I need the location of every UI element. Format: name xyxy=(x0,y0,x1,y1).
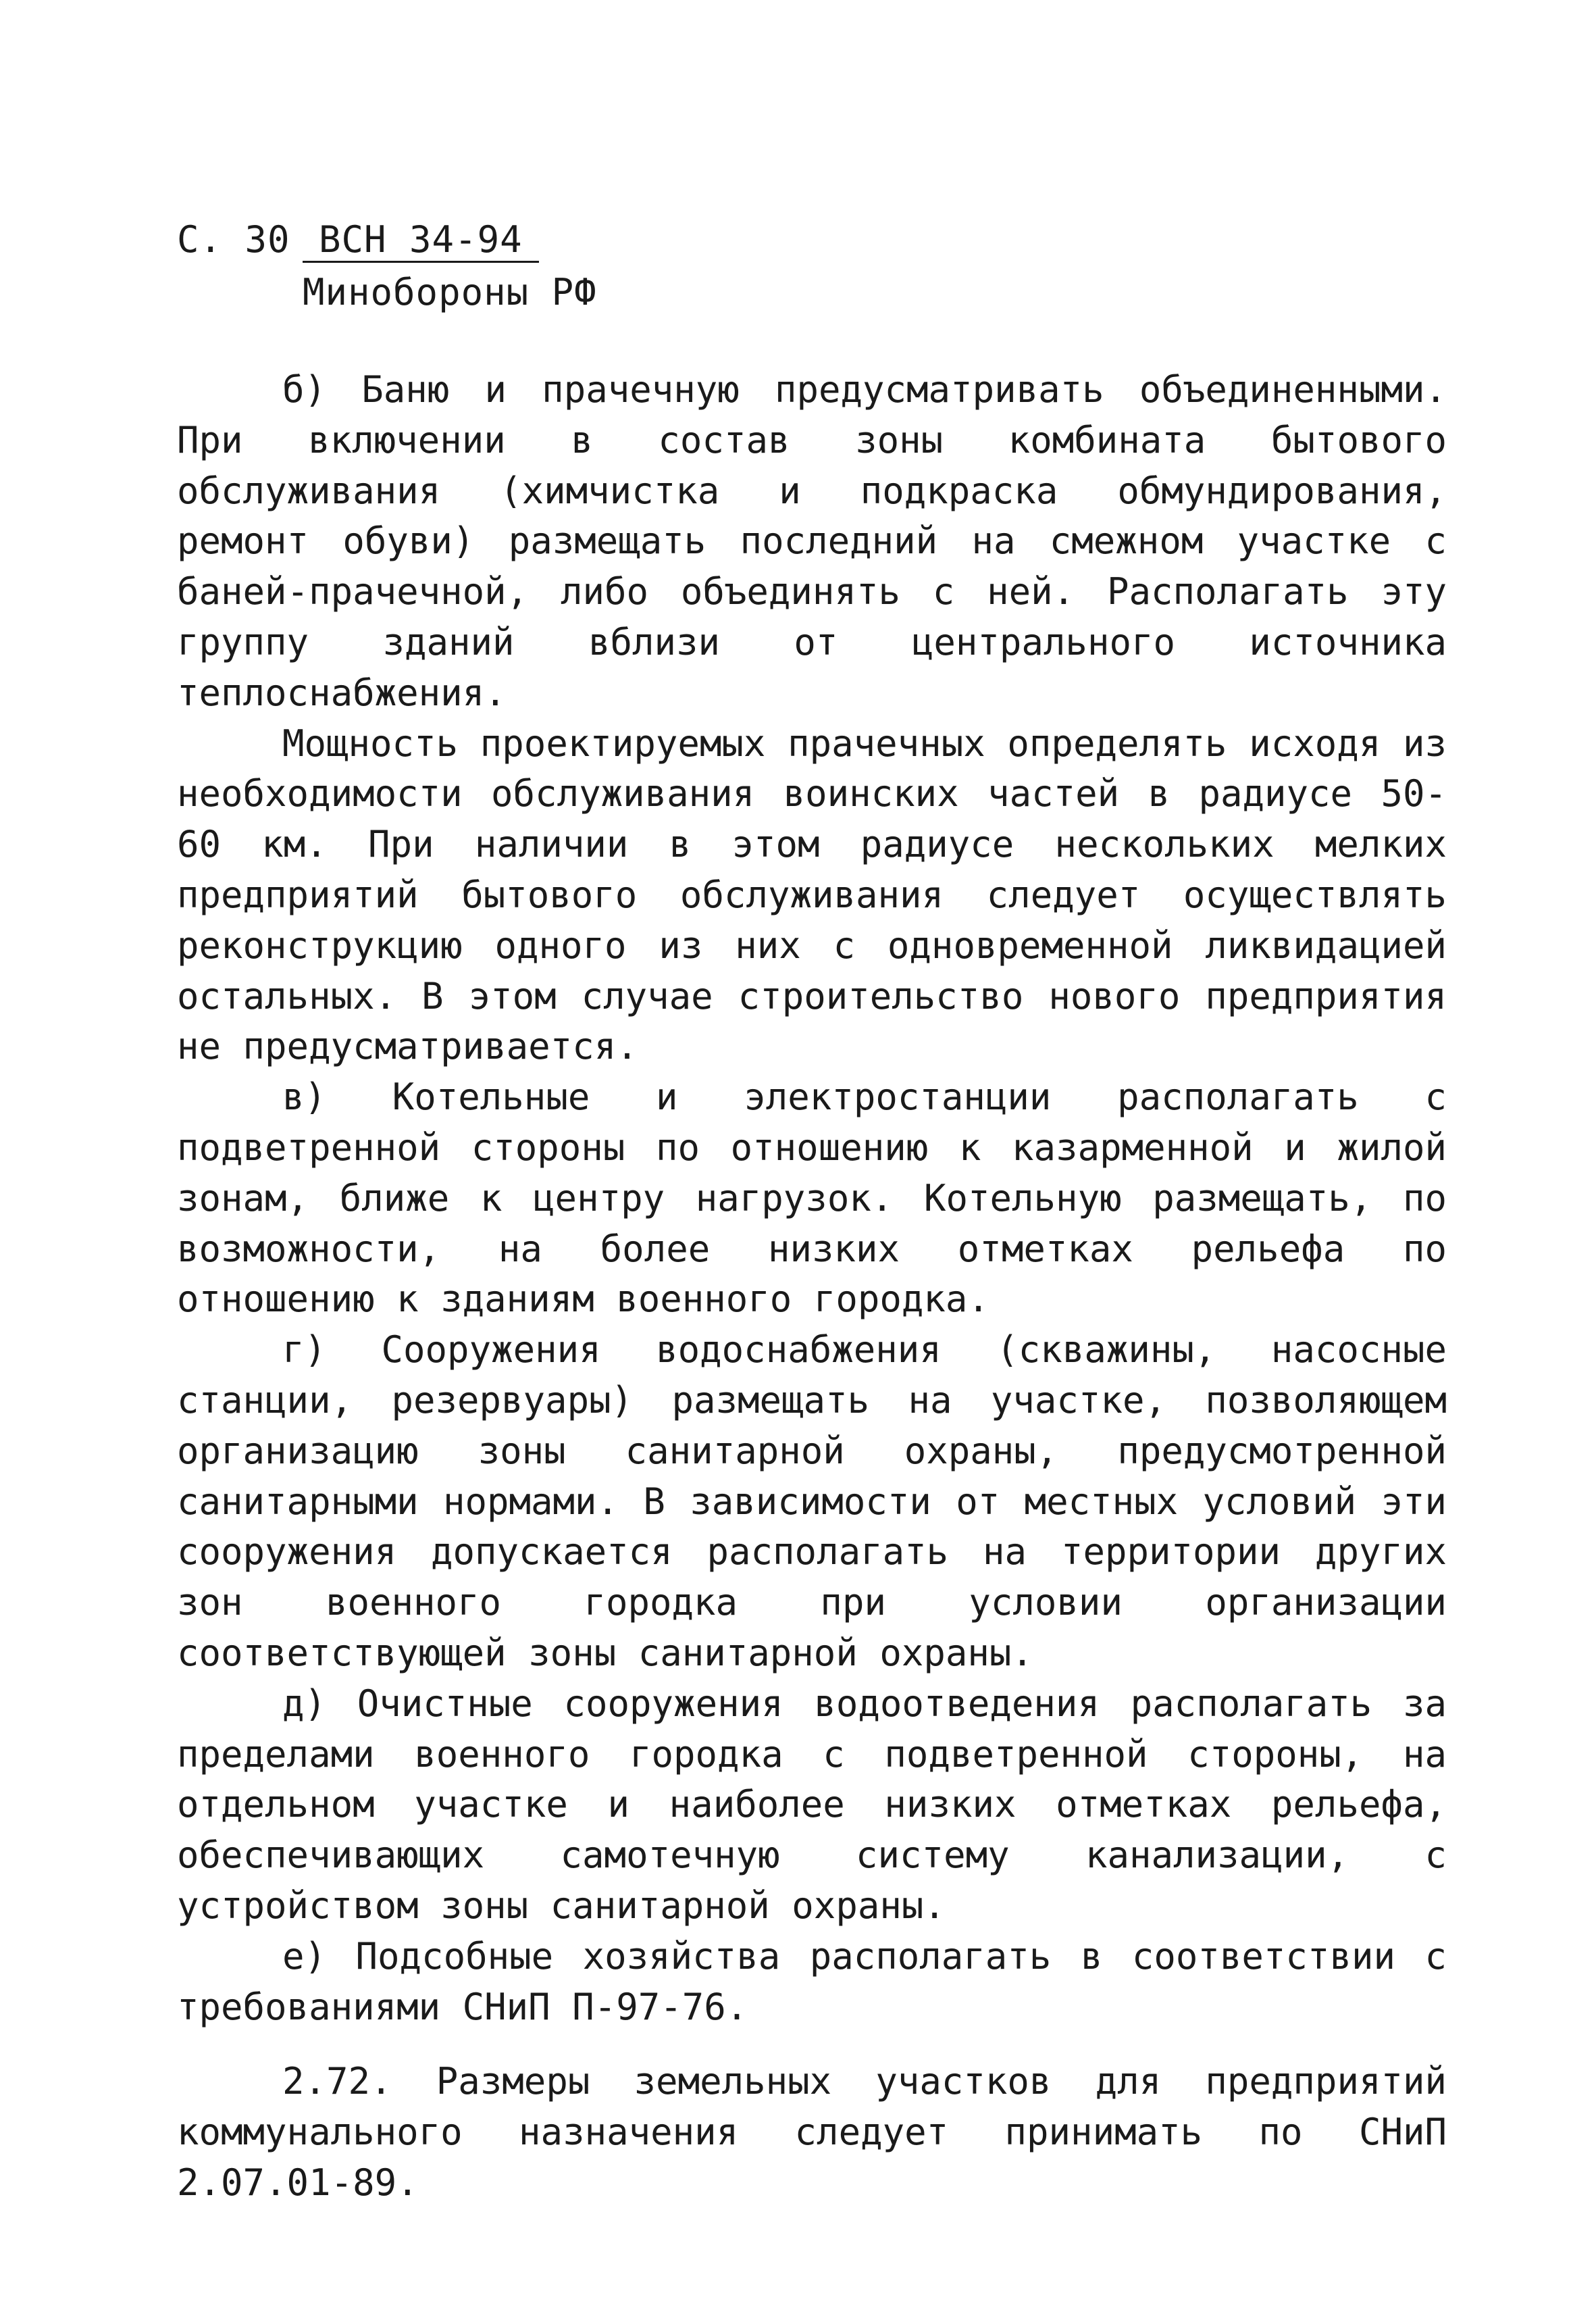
paragraph-auxiliary-farms: е) Подсобные хозяйства располагать в соответствии с требованиями СНиП П-97-76. xyxy=(177,1934,1447,2028)
paragraph-boiler-houses: в) Котельные и электростанции располагать с подветренной стороны по отношению к казарменной и жилой зонам, ближе к центру нагрузок. Котельную размещать, по возможности, на более низких отметках рельефа по отношению к зданиям военного городка. xyxy=(177,1076,1447,1321)
paragraph-water-supply: г) Сооружения водоснабжения (скважины, насосные станции, резервуары) размещать на участке, позволяющем организацию зоны санитарной охраны, предусмотренной санитарными нормами. В зависимости от местных условий эти сооружения допускается располагать на территории других зон военного городка при условии организации соответствующей зоны санитарной охраны. xyxy=(177,1328,1447,1674)
paragraph-laundry-capacity: Мощность проектируемых прачечных определять исходя из необходимости обслуживания воинских частей в радиусе 50-60 км. При наличии в этом радиусе нескольких мелких предприятий бытового обслуживания следует осуществлять реконструкцию одного из них с одновременной ликвидацией остальных. В этом случае строительство нового предприятия не предусматривается. xyxy=(177,722,1447,1068)
paragraph-bath-laundry: б) Баню и прачечную предусматривать объединенными. При включении в состав зоны комбината бытового обслуживания (химчистка и подкраска обмундирования, ремонт обуви) размещать последний на смежном участке с баней-прачечной, либо объединять с ней. Располагать эту группу зданий вблизи от центрального источника теплоснабжения. xyxy=(177,368,1447,714)
document-body xyxy=(177,365,1447,2209)
page-header xyxy=(177,215,597,318)
paragraph-2-72: 2.72. Размеры земельных участков для предприятий коммунального назначения следует принимать по СНиП 2.07.01-89. xyxy=(177,2060,1447,2204)
issuing-organization: Минобороны РФ xyxy=(303,271,597,313)
document-code: ВСН 34-94 xyxy=(303,220,539,263)
page-number: С. 30 xyxy=(177,218,290,261)
paragraph-wastewater: д) Очистные сооружения водоотведения располагать за пределами военного городка с подветренной стороны, на отдельном участке и наиболее низких отметках рельефа, обеспечивающих самотечную систему канализации, с устройством зоны санитарной охраны. xyxy=(177,1682,1447,1927)
